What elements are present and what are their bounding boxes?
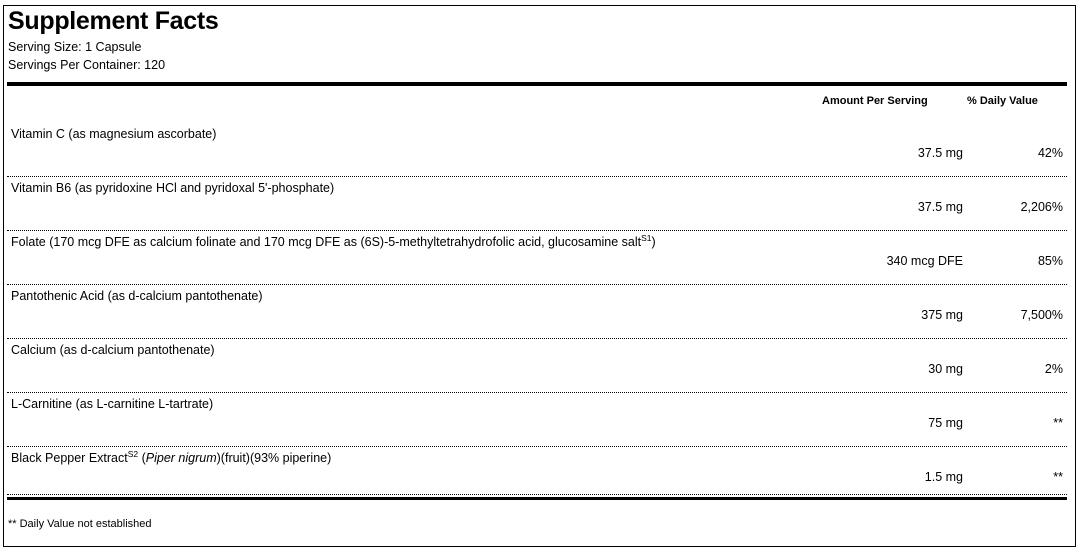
nutrient-daily-value: 7,500% xyxy=(1020,308,1063,322)
nutrient-daily-value: 42% xyxy=(1037,146,1063,160)
servings-per-container: Servings Per Container: 120 xyxy=(8,58,166,72)
nutrient-name: Vitamin C (as magnesium ascorbate) xyxy=(11,127,217,141)
nutrient-row xyxy=(7,231,1067,285)
panel-title: Supplement Facts xyxy=(8,7,219,35)
header-amount-per-serving: Amount Per Serving xyxy=(822,95,928,107)
nutrient-name: Vitamin B6 (as pyridoxine HCl and pyridoxal 5'-phosphate) xyxy=(11,181,335,195)
nutrient-amount: 340 mcg DFE xyxy=(886,254,963,268)
nutrient-name: Calcium (as d-calcium pantothenate) xyxy=(11,343,215,357)
nutrient-name: Folate (170 mcg DFE as calcium folinate and 170 mcg DFE as (6S)-5-methyltetrahydrofolic acid, glucosamine salt$^{S1}$) xyxy=(11,233,656,249)
nutrient-amount: 1.5 mg xyxy=(924,470,963,484)
nutrient-amount: 37.5 mg xyxy=(917,146,963,160)
latin-name: Piper nigrum xyxy=(145,451,217,465)
nutrient-daily-value: 2,206% xyxy=(1020,200,1063,214)
nutrient-row xyxy=(7,447,1067,501)
nutrient-name: Black Pepper Extract$^{S2}$ (Piper nigrum)(fruit)(93% piperine) xyxy=(11,449,332,465)
thick-divider-bottom xyxy=(7,497,1067,500)
thick-divider-top xyxy=(7,82,1067,86)
footnote: ** Daily Value not established xyxy=(8,518,152,530)
nutrient-amount: 30 mg xyxy=(928,362,963,376)
nutrient-amount: 75 mg xyxy=(928,416,963,430)
nutrient-row xyxy=(7,393,1067,447)
nutrient-daily-value: ** xyxy=(1053,416,1063,430)
dotted-divider-bottom xyxy=(7,494,1067,495)
nutrient-row xyxy=(7,339,1067,393)
nutrient-amount: 37.5 mg xyxy=(917,200,963,214)
serving-size: Serving Size: 1 Capsule xyxy=(8,40,142,54)
nutrient-daily-value: ** xyxy=(1053,470,1063,484)
nutrient-daily-value: 85% xyxy=(1037,254,1063,268)
nutrient-row xyxy=(7,123,1067,177)
nutrient-row xyxy=(7,285,1067,339)
nutrient-name: Pantothenic Acid (as d-calcium pantothenate) xyxy=(11,289,263,303)
nutrient-row xyxy=(7,177,1067,231)
nutrient-name: L-Carnitine (as L-carnitine L-tartrate) xyxy=(11,397,214,411)
footnote-marker: S2 xyxy=(127,449,139,459)
header-daily-value: % Daily Value xyxy=(967,95,1038,107)
nutrient-amount: 375 mg xyxy=(921,308,963,322)
footnote-marker: S1 xyxy=(641,233,652,243)
nutrient-daily-value: 2% xyxy=(1044,362,1063,376)
